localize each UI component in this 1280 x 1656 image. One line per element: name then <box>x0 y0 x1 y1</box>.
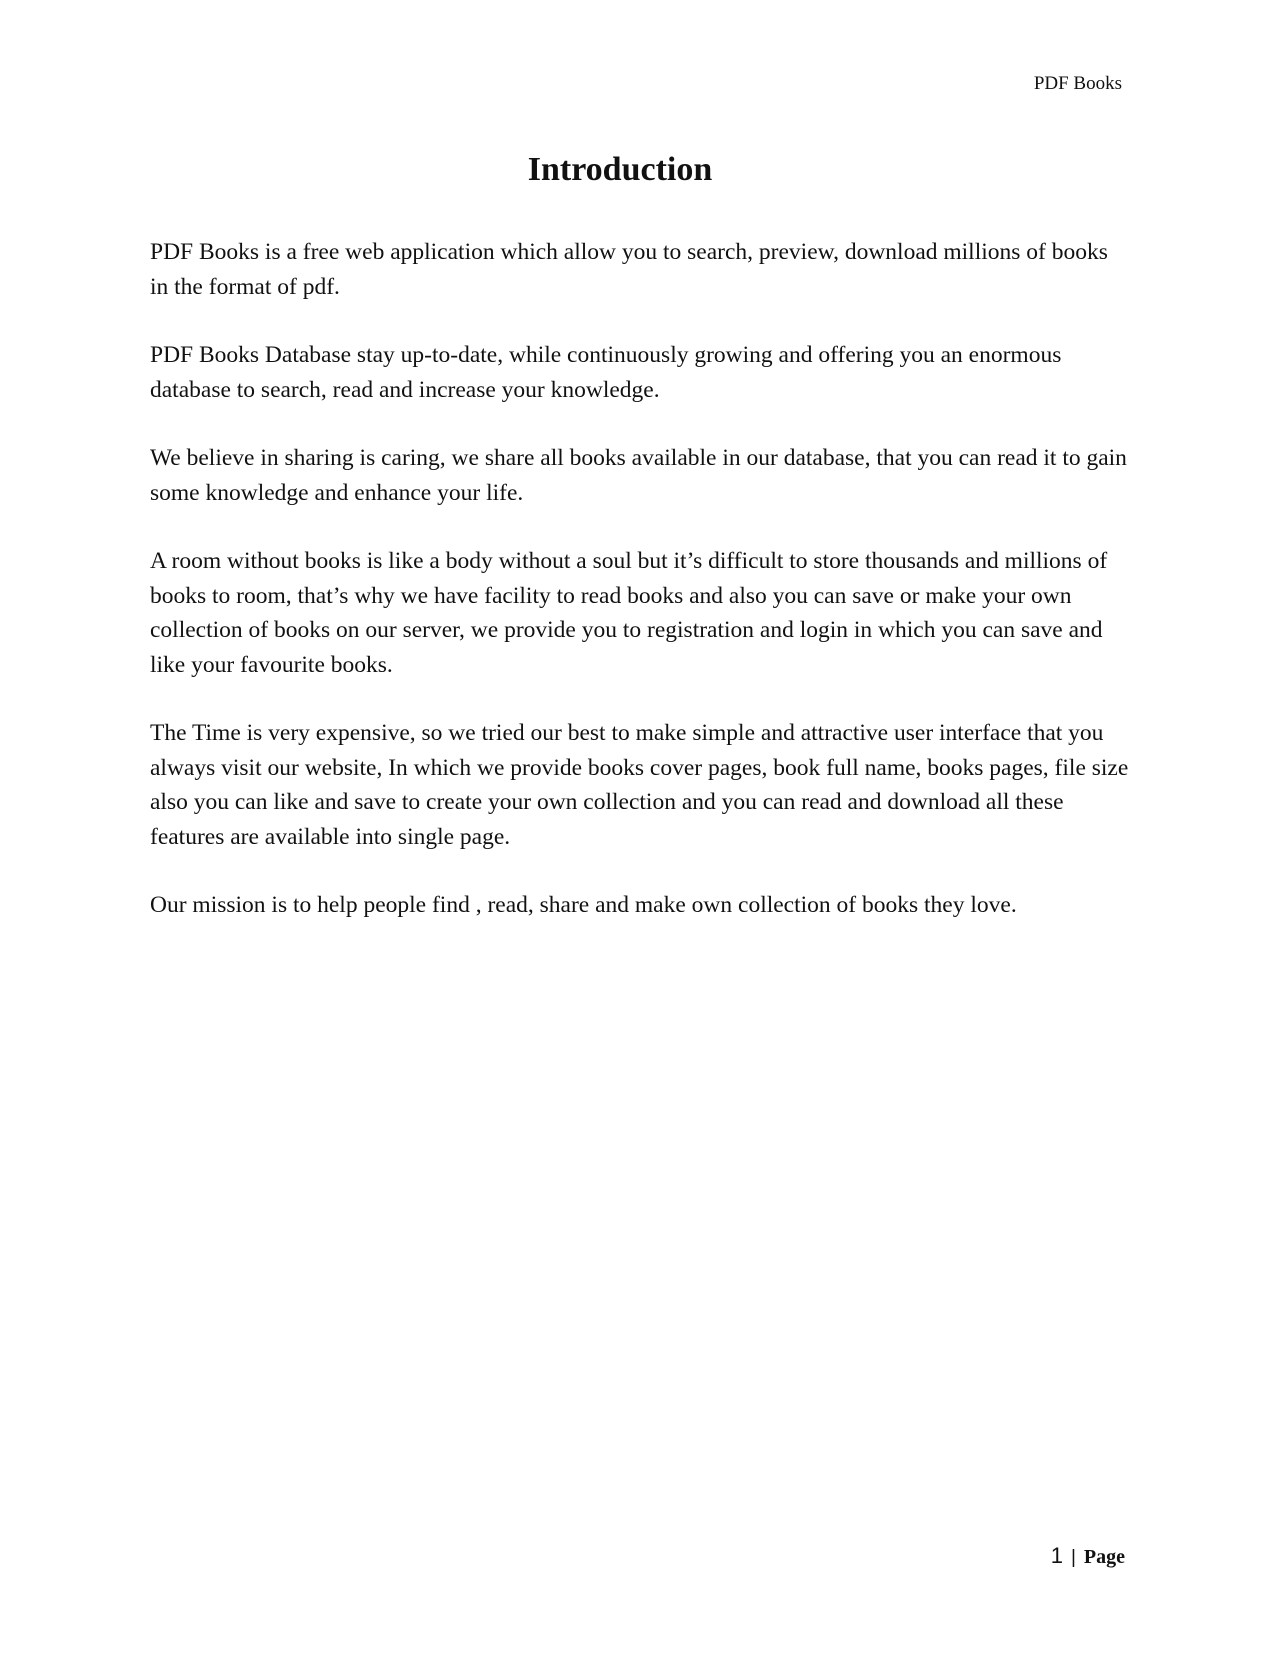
page-label: Page <box>1083 1546 1125 1568</box>
paragraph-database: PDF Books Database stay up-to-date, while continuously growing and offering you an enormous database to search, read and increase your knowledge. <box>150 342 1062 403</box>
running-header: PDF Books <box>1033 73 1122 94</box>
paragraph-interface: The Time is very expensive, so we tried our best to make simple and attractive user interface that you always visit our website, In which we provide books cover pages, book full name, books pages, file size also you can like and save to create your own collection and you can read and download all these features are available into single page. <box>150 720 1129 850</box>
paragraph-sharing: We believe in sharing is caring, we share all books available in our database, that you can read it to gain some knowledge and enhance your life. <box>150 445 1127 506</box>
document-body <box>150 235 1130 957</box>
paragraph-room: A room without books is like a body without a soul but it’s difficult to store thousands and millions of books to room, that’s why we have facility to read books and also you can save or make your own collection of books on our server, we provide you to registration and login in which you can save and like your favourite books. <box>150 548 1108 678</box>
page-footer <box>1051 1545 1125 1567</box>
page-separator: | <box>1070 1547 1076 1568</box>
paragraph-mission: Our mission is to help people find , read, share and make own collection of books they love. <box>150 892 1017 918</box>
page-title: Introduction <box>527 151 713 188</box>
page-number: 1 <box>1050 1543 1063 1568</box>
paragraph-intro: PDF Books is a free web application which allow you to search, preview, download millions of books in the format of pdf. <box>150 239 1108 300</box>
